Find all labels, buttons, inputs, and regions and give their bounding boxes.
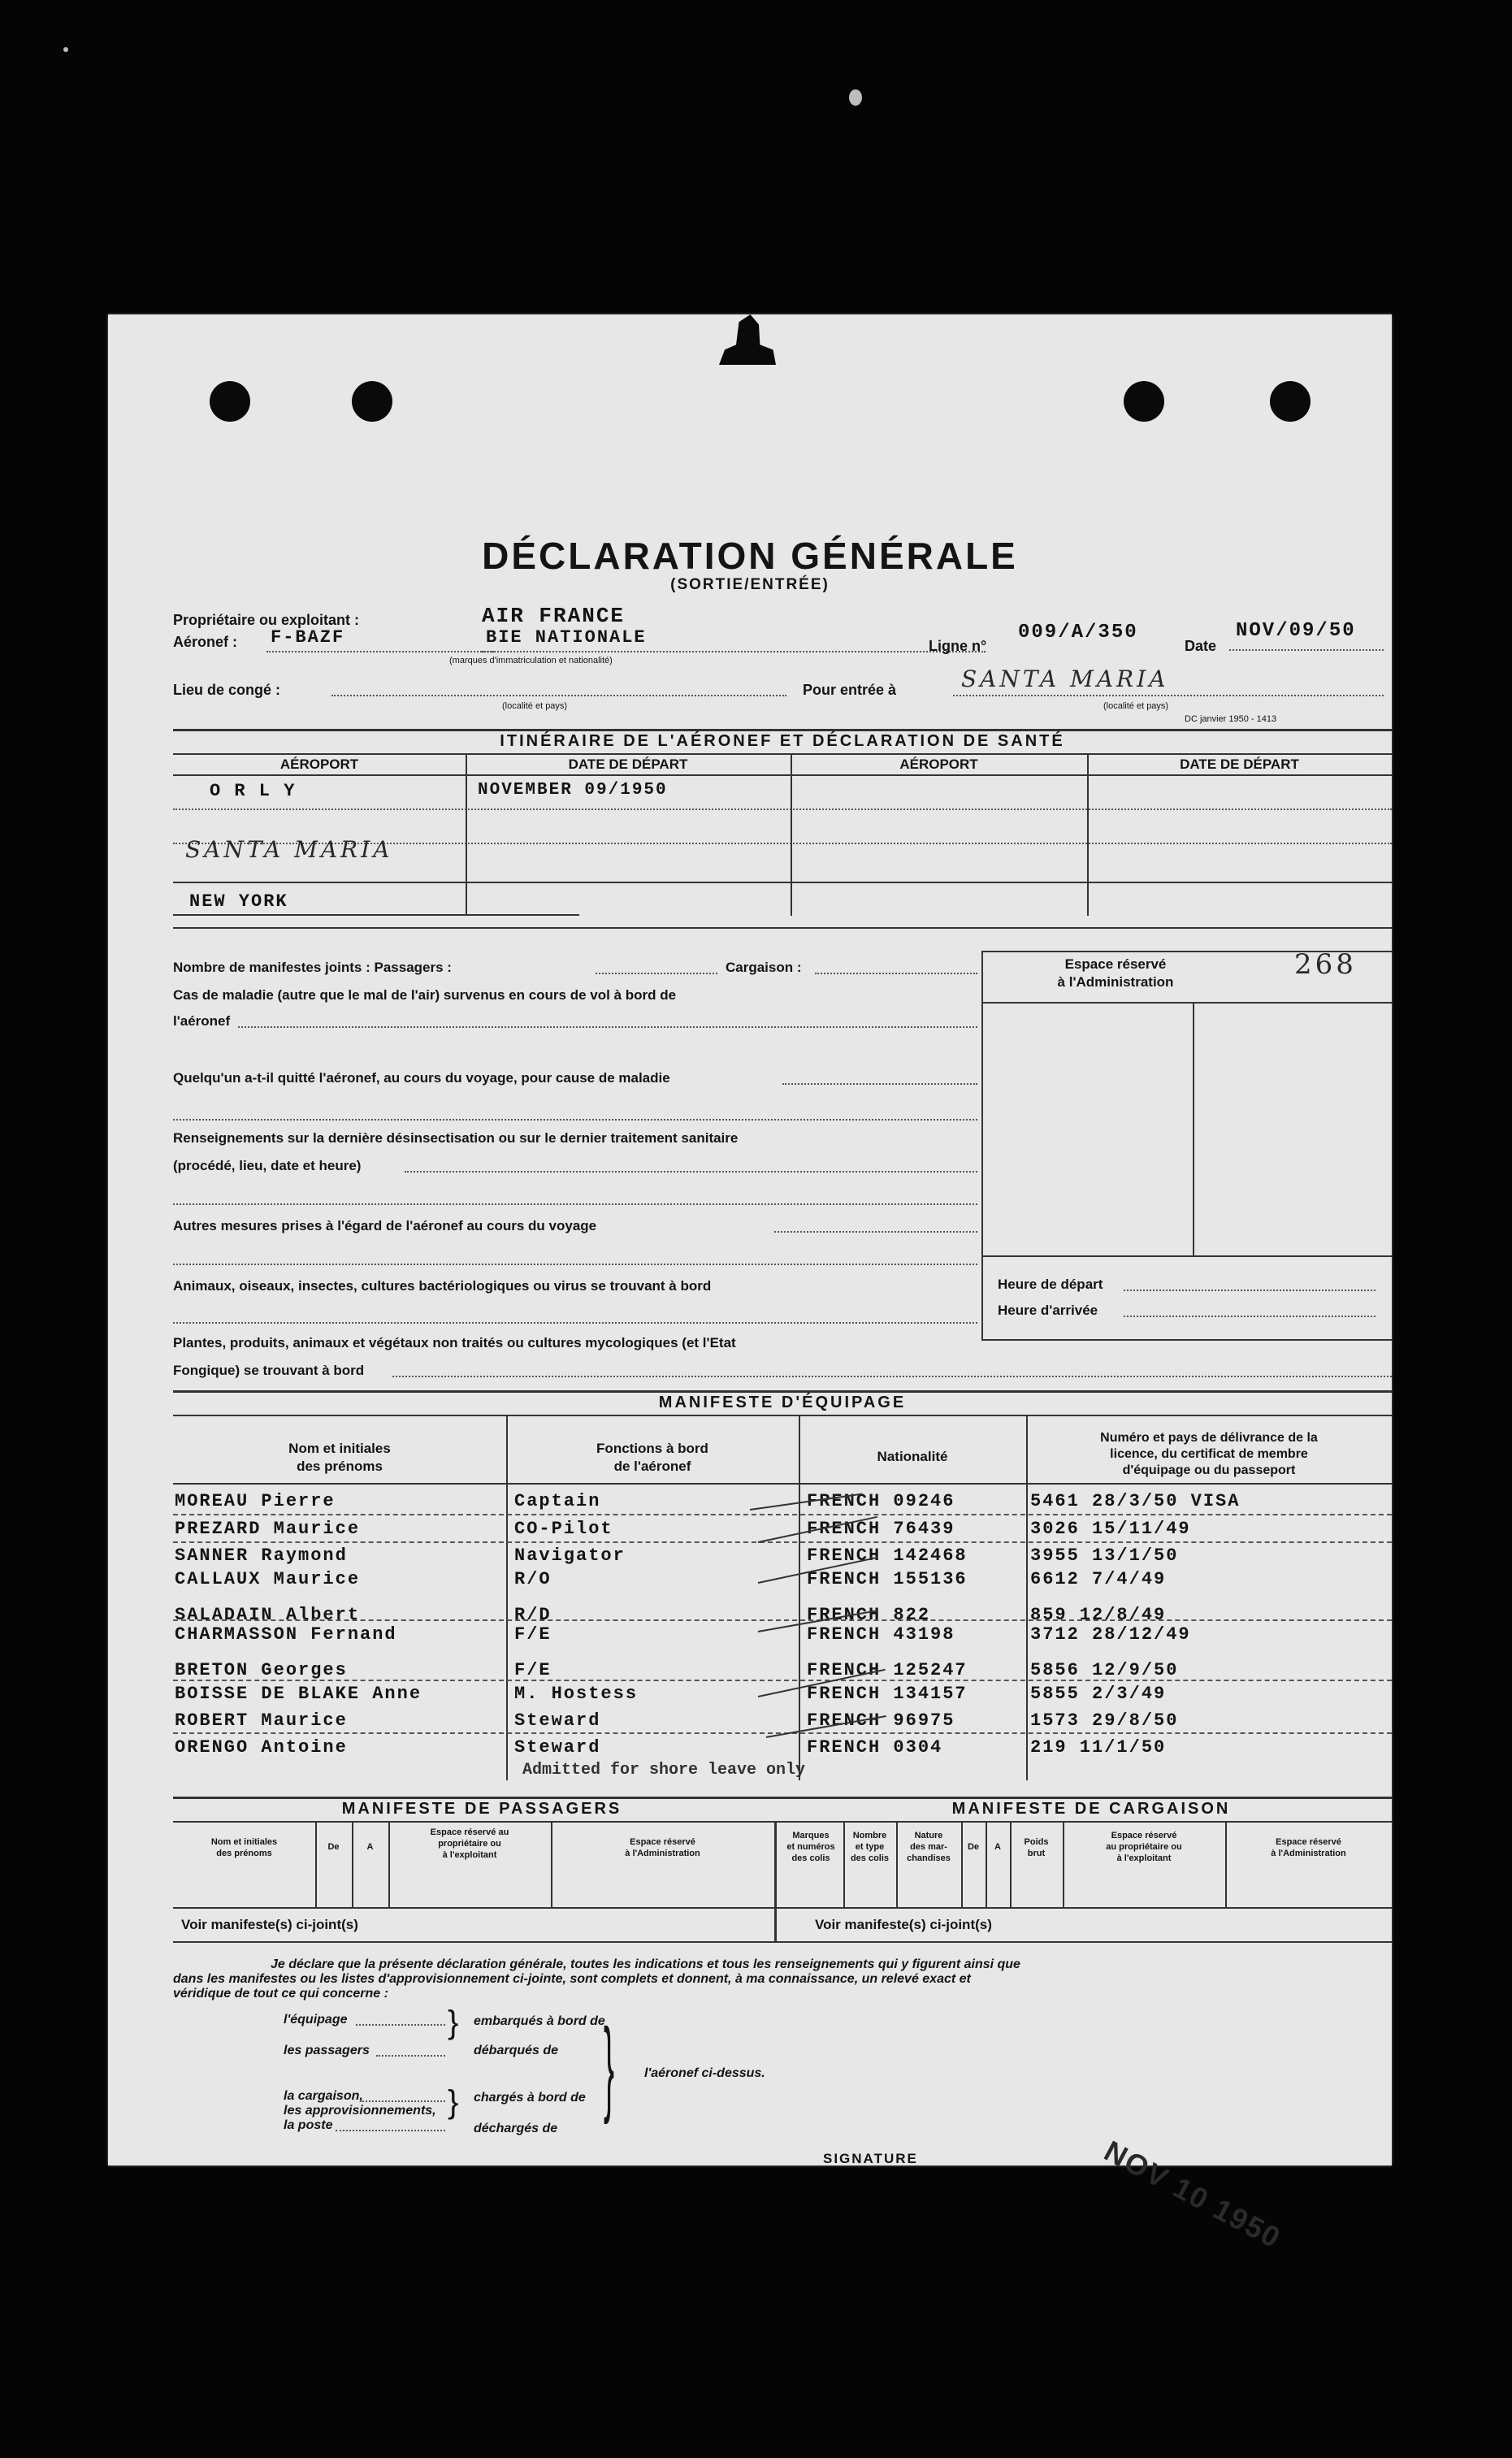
cargo-reserved-header-3: à l'exploitant <box>1116 1853 1172 1863</box>
itinerary-end-rule <box>173 927 1392 929</box>
declaration-mail: la poste <box>284 2118 333 2132</box>
date-label: Date <box>1185 638 1217 654</box>
cargo-admin-header-2: à l'Administration <box>1271 1849 1346 1858</box>
manifests-rule <box>173 1907 1392 1909</box>
crew-row-nationality: FRENCH 96975 <box>807 1710 955 1731</box>
line-number-label: Ligne n° <box>929 638 987 654</box>
crew-row-function: Steward <box>514 1710 601 1731</box>
itinerary-row-rule <box>173 914 579 916</box>
itinerary-col-divider <box>1087 753 1089 882</box>
admin-departure-time-label: Heure de départ <box>998 1277 1103 1292</box>
itinerary-title: ITINÉRAIRE DE L'AÉRONEF ET DÉCLARATION DE SANTÉ <box>500 732 1065 750</box>
declaration-aircraft-above: l'aéronef ci-dessus. <box>644 2066 765 2080</box>
declaration-crew: l'équipage <box>284 2013 348 2027</box>
cargo-nature-header-3: chandises <box>907 1853 951 1863</box>
crew-col-divider <box>506 1415 508 1780</box>
passenger-reserved-header: Espace réservé au <box>430 1827 509 1837</box>
crew-row-license: 3026 15/11/49 <box>1030 1519 1191 1539</box>
nationality-value: BIE NATIONALE <box>486 627 647 648</box>
brace-icon: } <box>448 2084 459 2120</box>
admin-box-rule <box>981 1255 1392 1257</box>
crew-row-function: F/E <box>514 1624 552 1645</box>
passenger-reserved-header-2: propriétaire ou <box>438 1839 501 1849</box>
aircraft-line <box>266 651 494 652</box>
admin-box-title-2: à l'Administration <box>1057 974 1174 990</box>
passenger-col-divider <box>352 1821 353 1907</box>
declaration-disembarked: débarqués de <box>474 2044 559 2057</box>
health-question-illness: Cas de maladie (autre que le mal de l'air) survenus en cours de vol à bord de <box>173 987 677 1003</box>
answer-line <box>774 1231 977 1233</box>
owner-value: AIR FRANCE <box>482 604 626 628</box>
crew-function-header: Fonctions à bord <box>596 1441 708 1456</box>
scan-speck <box>63 47 68 52</box>
itinerary-col-divider <box>466 753 467 882</box>
crew-row-license: 1573 29/8/50 <box>1030 1710 1179 1731</box>
itinerary-col-divider <box>466 882 467 916</box>
passenger-see-attached: Voir manifeste(s) ci-joint(s) <box>181 1917 358 1932</box>
cargo-manifest-title: MANIFESTE DE CARGAISON <box>951 1800 1231 1818</box>
manifests-divider <box>774 1821 777 1941</box>
itinerary-airport-1: O R L Y <box>210 781 297 801</box>
health-question-illness-2: l'aéronef <box>173 1013 231 1029</box>
crew-row-nationality: FRENCH 134157 <box>807 1684 968 1704</box>
crew-row-rule <box>173 1541 1392 1543</box>
itinerary-col-divider <box>791 753 792 882</box>
cargo-marks-header-3: des colis <box>791 1853 830 1863</box>
crew-row-name: BOISSE DE BLAKE Anne <box>175 1684 422 1704</box>
itinerary-departure-header-2: DATE DE DÉPART <box>1180 756 1299 772</box>
crew-nationality-header: Nationalité <box>877 1449 948 1464</box>
passenger-manifest-title: MANIFESTE DE PASSAGERS <box>341 1800 622 1818</box>
passenger-col-divider <box>315 1821 317 1907</box>
answer-line <box>173 1264 977 1265</box>
manifests-cargo-label: Cargaison : <box>726 960 802 975</box>
cargo-see-attached: Voir manifeste(s) ci-joint(s) <box>815 1917 992 1932</box>
entry-place-label: Pour entrée à <box>803 682 897 698</box>
crew-row-function: F/E <box>514 1660 552 1680</box>
crew-header-rule <box>173 1483 1392 1485</box>
answer-line <box>238 1026 977 1028</box>
shore-leave-annotation: Admitted for shore leave only <box>522 1761 806 1780</box>
cargo-weight-header: Poids <box>1024 1837 1049 1847</box>
cargo-nature-header: Nature <box>914 1831 943 1840</box>
declaration-passengers: les passagers <box>284 2044 370 2057</box>
punch-hole <box>210 381 250 422</box>
passenger-admin-header: Espace réservé <box>630 1837 695 1847</box>
cargo-marks-header: Marques <box>792 1831 830 1840</box>
passenger-reserved-header-3: à l'exploitant <box>442 1850 497 1860</box>
cargo-weight-header-2: brut <box>1027 1849 1046 1858</box>
manifests-rule <box>173 1821 1392 1823</box>
cargo-count-header: Nombre <box>852 1831 887 1840</box>
cargo-count-header-3: des colis <box>850 1853 890 1863</box>
crew-row-rule <box>173 1619 1392 1621</box>
crew-row-license: 219 11/1/50 <box>1030 1737 1167 1758</box>
declaration-dots <box>336 2130 445 2131</box>
arrival-time-line <box>1124 1316 1376 1317</box>
itinerary-airport-3: NEW YORK <box>189 891 288 912</box>
answer-line <box>405 1171 977 1173</box>
crew-row-license: 3712 28/12/49 <box>1030 1624 1191 1645</box>
entry-place-note: (localité et pays) <box>1103 701 1169 711</box>
crew-function-header-2: de l'aéronef <box>613 1459 691 1474</box>
crew-row-name: ORENGO Antoine <box>175 1737 348 1758</box>
crew-row-function: CO-Pilot <box>514 1519 613 1539</box>
nationality-line <box>482 651 986 652</box>
punch-hole <box>352 381 392 422</box>
brace-icon: } <box>448 2005 459 2040</box>
crew-row-nationality: FRENCH 76439 <box>807 1519 955 1539</box>
crew-row-function: Captain <box>514 1491 601 1511</box>
health-question-disinsection: Renseignements sur la dernière désinsectisation ou sur le dernier traitement sanitaire <box>173 1130 739 1146</box>
crew-row-name: CALLAUX Maurice <box>175 1569 361 1589</box>
itinerary-col-divider <box>1087 882 1089 916</box>
itinerary-airport-header-2: AÉROPORT <box>899 756 978 772</box>
itinerary-airport-2: SANTA MARIA <box>185 836 393 863</box>
crew-row-rule <box>173 1680 1392 1681</box>
page-title: DÉCLARATION GÉNÉRALE <box>482 535 1018 577</box>
crew-row-nationality: FRENCH 155136 <box>807 1569 968 1589</box>
cargo-col-divider <box>1010 1821 1012 1907</box>
crew-row-name: SANNER Raymond <box>175 1545 348 1566</box>
crew-license-header: Numéro et pays de délivrance de la <box>1100 1431 1318 1445</box>
crew-row-license: 859 12/8/49 <box>1030 1605 1167 1625</box>
declaration-text-1: Je déclare que la présente déclaration générale, toutes les indications et tous les renseignements qui y figurent ainsi que <box>271 1957 1020 1971</box>
admin-box-divider <box>1193 1004 1194 1255</box>
signature-label: SIGNATURE <box>823 2151 918 2166</box>
passenger-from-header: De <box>327 1842 340 1852</box>
aircraft-note: (marques d'immatriculation et nationalité) <box>449 656 613 665</box>
crew-name-header-2: des prénoms <box>297 1459 383 1474</box>
punch-hole <box>1124 381 1164 422</box>
passenger-to-header: A <box>366 1842 374 1852</box>
crew-license-header-3: d'équipage ou du passeport <box>1122 1463 1296 1477</box>
passengers-count-line <box>596 973 717 974</box>
date-line <box>1229 649 1384 651</box>
declaration-cargo: la cargaison, <box>284 2089 363 2103</box>
crew-row-license: 6612 7/4/49 <box>1030 1569 1167 1589</box>
crew-row-name: ROBERT Maurice <box>175 1710 348 1731</box>
cargo-col-divider <box>1225 1821 1227 1907</box>
loading-place-line <box>331 695 786 696</box>
line-number-value: 009/A/350 <box>1018 622 1138 644</box>
date-stamp: NOV 10 1950 <box>1098 2134 1287 2256</box>
admin-arrival-time-label: Heure d'arrivée <box>998 1303 1098 1318</box>
crew-row-license: 3955 13/1/50 <box>1030 1545 1179 1566</box>
date-value: NOV/09/50 <box>1236 620 1356 642</box>
passenger-col-divider <box>551 1821 552 1907</box>
crew-row-name: MOREAU Pierre <box>175 1491 336 1511</box>
crew-row-license: 5855 2/3/49 <box>1030 1684 1167 1704</box>
loading-place-note: (localité et pays) <box>502 701 568 711</box>
crew-col-divider <box>1026 1415 1028 1780</box>
loading-place-label: Lieu de congé : <box>173 682 281 698</box>
declaration-embarked: embarqués à bord de <box>474 2014 605 2028</box>
departure-time-line <box>1124 1290 1376 1291</box>
crew-row-function: Steward <box>514 1737 601 1758</box>
cargo-marks-header-2: et numéros <box>786 1842 835 1852</box>
health-question-other-measures: Autres mesures prises à l'égard de l'aéronef au cours du voyage <box>173 1218 597 1233</box>
itinerary-row-rule <box>173 808 1392 810</box>
crew-col-divider <box>799 1415 800 1780</box>
owner-label: Propriétaire ou exploitant : <box>173 612 360 628</box>
itinerary-date-1: NOVEMBER 09/1950 <box>478 781 668 800</box>
crew-row-license: 5461 28/3/50 VISA <box>1030 1491 1241 1511</box>
crew-row-nationality: FRENCH 43198 <box>807 1624 955 1645</box>
passenger-admin-header-2: à l'Administration <box>625 1849 700 1858</box>
declaration-supplies: les approvisionnements, <box>284 2104 436 2118</box>
cargo-reserved-header-2: au propriétaire ou <box>1106 1842 1182 1852</box>
crew-row-rule <box>173 1514 1392 1515</box>
large-brace-icon: } <box>604 2006 615 2125</box>
aircraft-label: Aéronef : <box>173 634 238 650</box>
cargo-reserved-header: Espace réservé <box>1111 1831 1177 1840</box>
cargo-col-divider <box>961 1821 963 1907</box>
health-question-left-aircraft: Quelqu'un a-t-il quitté l'aéronef, au cours du voyage, pour cause de maladie <box>173 1070 670 1086</box>
crew-row-license: 5856 12/9/50 <box>1030 1660 1179 1680</box>
itinerary-airport-header: AÉROPORT <box>279 756 359 772</box>
cargo-from-header: De <box>967 1842 980 1852</box>
declaration-loaded: chargés à bord de <box>474 2091 586 2105</box>
crew-row-function: R/O <box>514 1569 552 1589</box>
manifests-top-rule <box>173 1797 1392 1799</box>
crew-manifest-rule <box>173 1415 1392 1416</box>
crew-row-nationality: FRENCH 09246 <box>807 1491 955 1511</box>
declaration-dots <box>356 2024 445 2026</box>
crew-row-name: SALADAIN Albert <box>175 1605 361 1625</box>
crew-row-nationality: FRENCH 822 <box>807 1605 931 1625</box>
declaration-text-3: véridique de tout ce qui concerne : <box>173 1987 388 2001</box>
crew-manifest-top-rule <box>173 1390 1392 1393</box>
cargo-to-header: A <box>994 1842 1001 1852</box>
crew-row-function: M. Hostess <box>514 1684 639 1704</box>
cargo-count-header-2: et type <box>855 1842 885 1852</box>
passenger-name-header-2: des prénoms <box>216 1849 272 1858</box>
answer-line <box>173 1119 977 1121</box>
cargo-admin-header: Espace réservé <box>1276 1837 1341 1847</box>
declaration-sheet <box>108 314 1392 2256</box>
passenger-name-header: Nom et initiales <box>210 1837 278 1847</box>
crew-row-function: R/D <box>514 1605 552 1625</box>
declaration-text-2: dans les manifestes ou les listes d'approvisionnement ci-jointe, sont complets et donnent, à ma connaissance, un relevé exact et <box>173 1972 971 1986</box>
crew-name-header: Nom et initiales <box>288 1441 391 1456</box>
answer-line <box>173 1322 977 1324</box>
scan-speck <box>849 89 862 106</box>
crew-row-function: Navigator <box>514 1545 626 1566</box>
crew-row-nationality: FRENCH 142468 <box>807 1545 968 1566</box>
admin-box-title: Espace réservé <box>1064 956 1167 972</box>
crew-manifest-title: MANIFESTE D'ÉQUIPAGE <box>658 1394 907 1411</box>
entry-place-line <box>953 695 1384 696</box>
admin-reference-number: 268 <box>1294 948 1357 981</box>
health-question-animals: Animaux, oiseaux, insectes, cultures bactériologiques ou virus se trouvant à bord <box>173 1278 712 1294</box>
manifests-passengers-label: Nombre de manifestes joints : Passagers : <box>173 960 452 975</box>
sheet-notch <box>719 314 776 365</box>
crew-row-name: CHARMASSON Fernand <box>175 1624 397 1645</box>
admin-box-rule <box>981 1002 1392 1004</box>
itinerary-bottom-rule <box>173 882 1392 883</box>
crew-row-nationality: FRENCH 125247 <box>807 1660 968 1680</box>
declaration-dots <box>360 2100 445 2102</box>
crew-row-name: PREZARD Maurice <box>175 1519 361 1539</box>
form-reference: DC janvier 1950 - 1413 <box>1185 714 1277 724</box>
health-question-disinsection-2: (procédé, lieu, date et heure) <box>173 1158 362 1173</box>
health-question-plants-2: Fongique) se trouvant à bord <box>173 1363 365 1378</box>
answer-line <box>173 1203 977 1205</box>
cargo-count-line <box>815 973 977 974</box>
manifests-bottom-rule <box>173 1941 1392 1943</box>
itinerary-departure-header: DATE DE DÉPART <box>568 756 688 772</box>
itinerary-top-rule <box>173 729 1392 731</box>
declaration-dots <box>376 2055 445 2057</box>
aircraft-value: F-BAZF <box>271 627 345 648</box>
declaration-unloaded: déchargés de <box>474 2122 558 2135</box>
itinerary-col-divider <box>791 882 792 916</box>
page-subtitle: (SORTIE/ENTRÉE) <box>670 576 830 593</box>
punch-hole <box>1270 381 1311 422</box>
answer-line <box>782 1083 977 1085</box>
health-question-plants: Plantes, produits, animaux et végétaux non traités ou cultures mycologiques (et l'Etat <box>173 1335 736 1350</box>
itinerary-header-rule <box>173 774 1392 776</box>
cargo-nature-header-2: des mar- <box>910 1842 947 1852</box>
crew-row-nationality: FRENCH 0304 <box>807 1737 943 1758</box>
itinerary-rule <box>173 753 1392 755</box>
crew-license-header-2: licence, du certificat de membre <box>1110 1447 1308 1461</box>
answer-line <box>392 1376 1392 1377</box>
cargo-col-divider <box>986 1821 987 1907</box>
crew-row-name: BRETON Georges <box>175 1660 348 1680</box>
entry-place-value: SANTA MARIA <box>961 665 1169 692</box>
